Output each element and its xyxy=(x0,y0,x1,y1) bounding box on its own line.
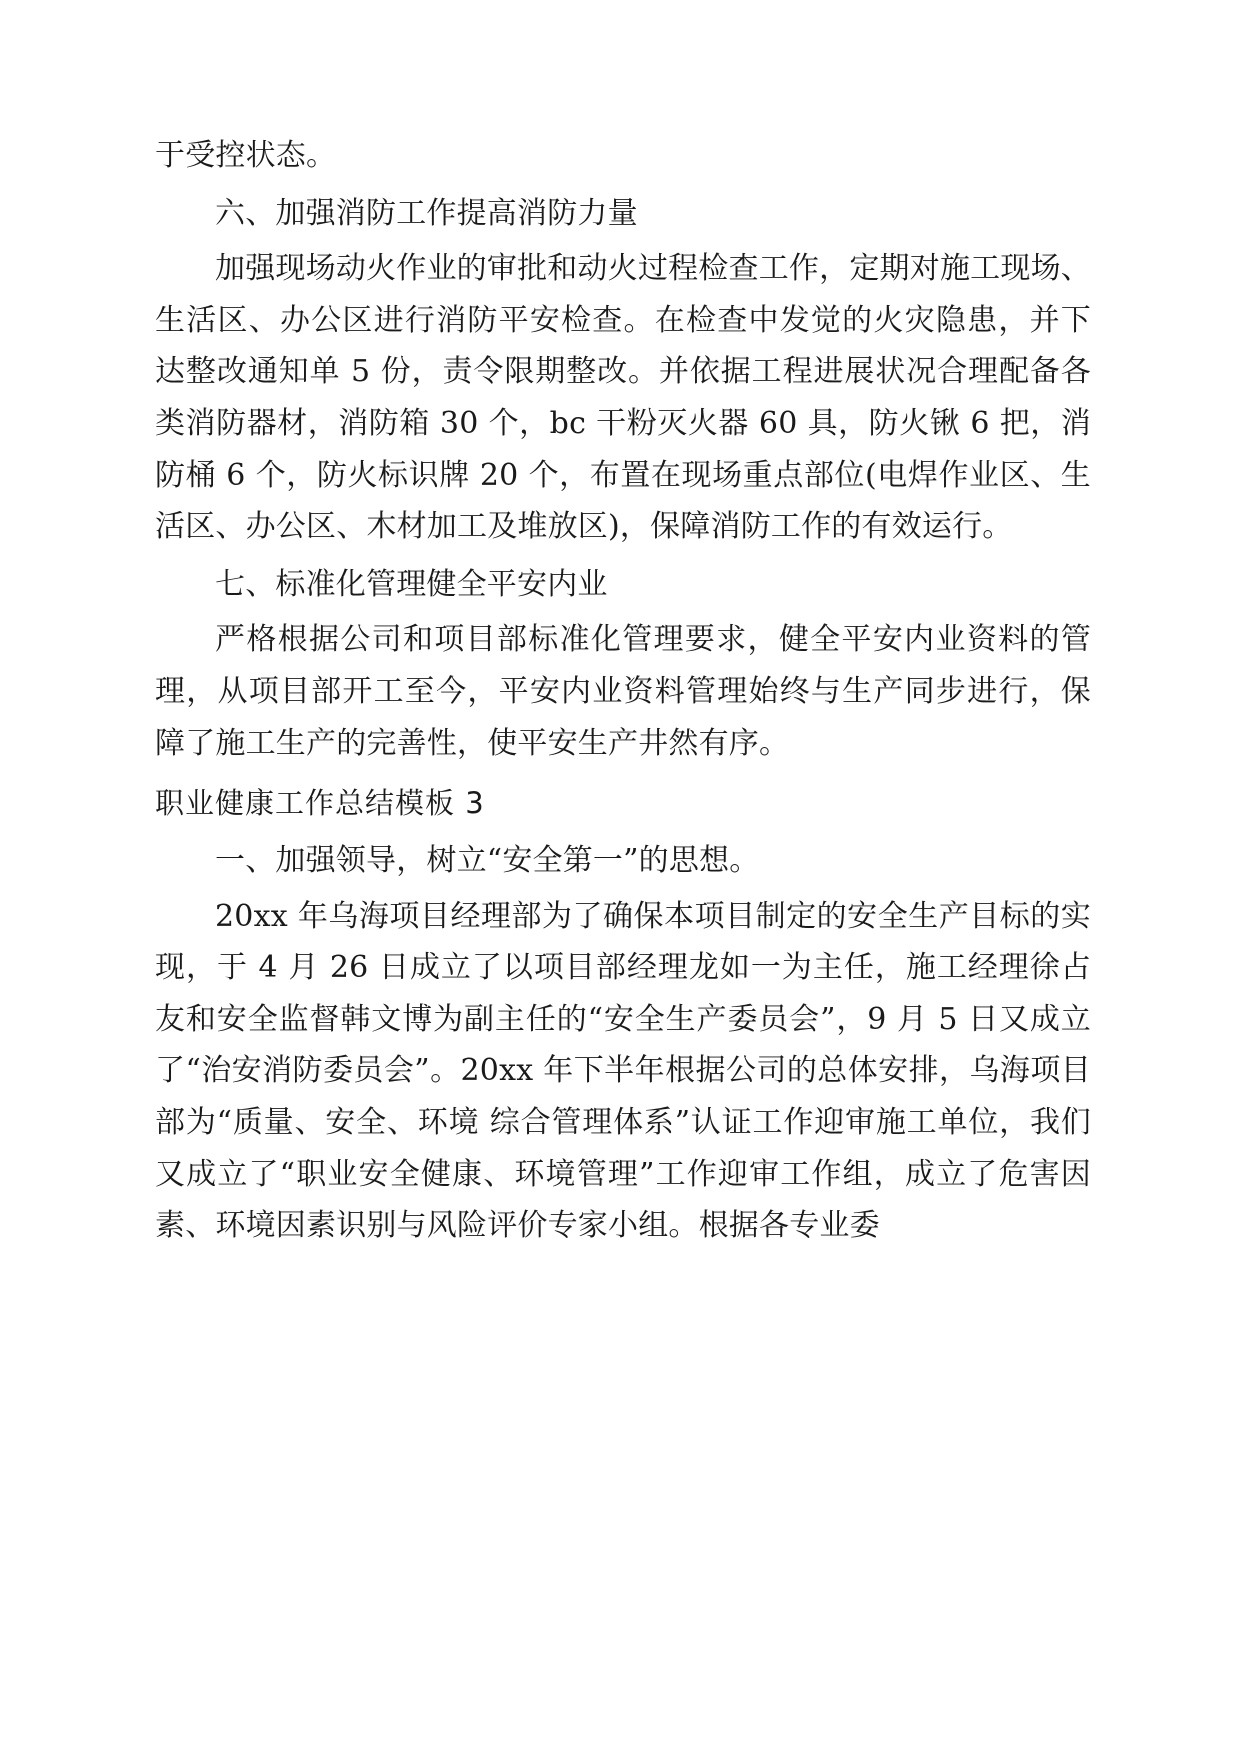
paragraph-continued: 于受控状态。 xyxy=(155,138,337,173)
section-title-occupational-health-template-3: 职业健康工作总结模板 3 xyxy=(155,786,485,821)
paragraph-standardized-management: 严格根据公司和项目部标准化管理要求，健全平安内业资料的管理，从项目部开工至今，平安内业资料管理始终与生产同步进行，保障了施工生产的完善性，使平安生产井然有序。 xyxy=(155,622,1091,761)
heading-section-seven: 七、标准化管理健全平安内业 xyxy=(215,566,608,602)
heading-section-six: 六、加强消防工作提高消防力量 xyxy=(215,195,638,231)
paragraph-fire-safety-work: 加强现场动火作业的审批和动火过程检查工作，定期对施工现场、生活区、办公区进行消防平安检查。在检查中发觉的火灾隐患，并下达整改通知单 5 份，责令限期整改。并依据工程进展状况合理配备各类消防器材，消防箱 30 个，bc 干粉灭火器 60 具，防火锹 6 把，消防桶 6 个，防火标识牌 20 个，布置在现场重点部位(电焊作业区、生活区、办公区、木材加工及堆放区)，保障消防工作的有效运行。 xyxy=(155,251,1091,545)
document-body xyxy=(155,130,1091,1252)
paragraph-leadership-safety-first: 20xx 年乌海项目经理部为了确保本项目制定的安全生产目标的实现，于 4 月 26 日成立了以项目部经理龙如一为主任，施工经理徐占友和安全监督韩文博为副主任的“安全生产委员会”，9 月 5 日又成立了“治安消防委员会”。20xx 年下半年根据公司的总体安排，乌海项目部为“质量、安全、环境 综合管理体系”认证工作迎审施工单位，我们又成立了“职业安全健康、环境管理”工作迎审工作组，成立了危害因素、环境因素识别与风险评价专家小组。根据各专业委 xyxy=(155,898,1091,1244)
heading-section-one: 一、加强领导，树立“安全第一”的思想。 xyxy=(215,843,760,878)
